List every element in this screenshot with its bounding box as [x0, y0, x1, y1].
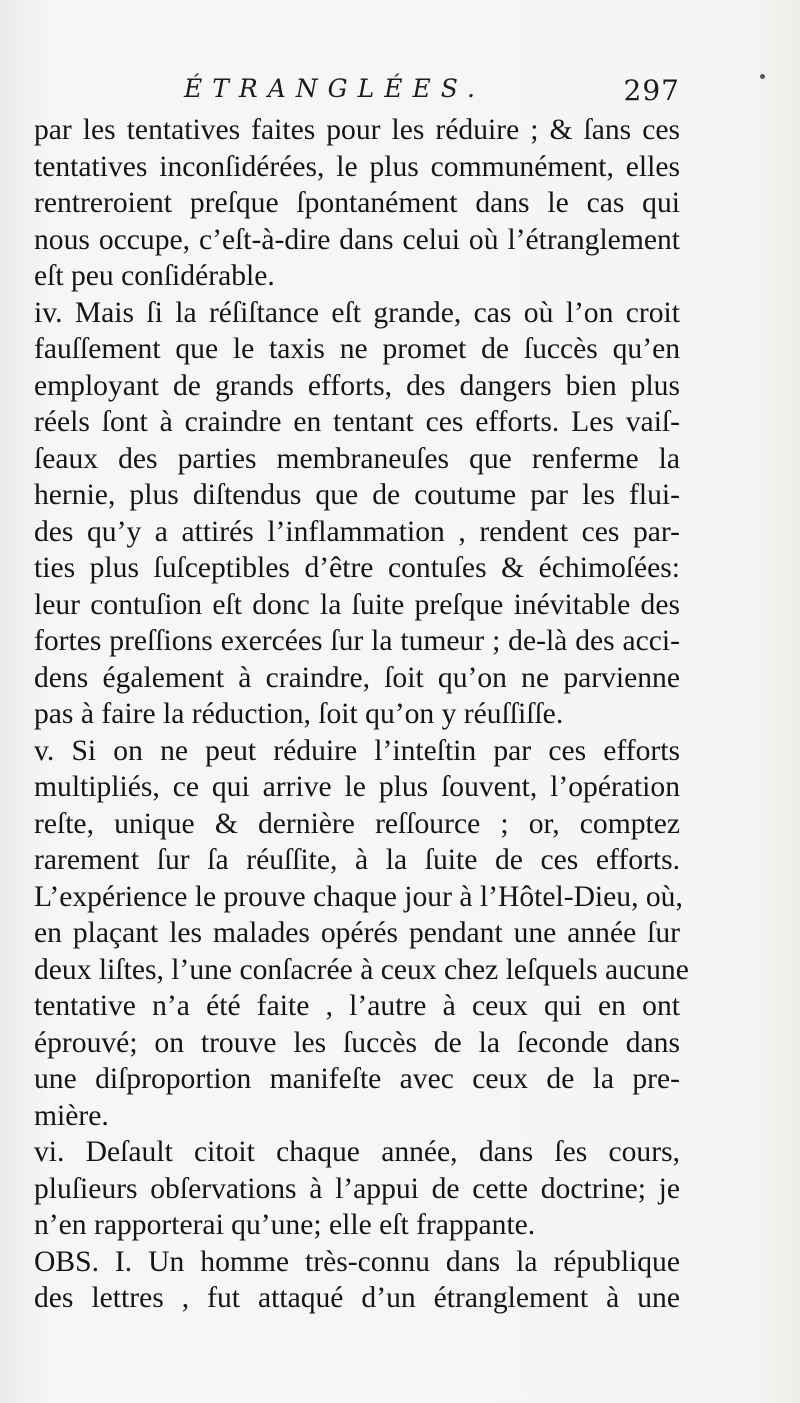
text-line: leur contuſion eſt donc la ſuite preſque inévitable des [34, 588, 680, 621]
paragraph [34, 112, 680, 295]
text-line: L’expérience le prouve chaque jour à l’Hôtel-Dieu, où, [34, 880, 683, 913]
text-line: rarement ſur ſa réuſſite, à la ſuite de ces efforts. [34, 844, 680, 876]
text-line: multipliés, ce qui arrive le plus ſouvent, l’opération [34, 771, 680, 803]
text-line: éprouvé; on trouve les ſuccès de la ſeconde dans [34, 1026, 680, 1059]
text-line: fauſſement que le taxis ne promet de ſuccès qu’en [34, 333, 680, 365]
text-line: tentative n’a été faite , l’autre à ceux qui en ont [34, 990, 680, 1022]
text-line: OBS. I. Un homme très-connu dans la république [34, 1245, 680, 1278]
text-line: nous occupe, c’eſt-à-dire dans celui où l’étranglement [34, 223, 680, 256]
text-line: v. Si on ne peut réduire l’inteſtin par ces efforts [34, 734, 680, 767]
text-line: vi. Deſault citoit chaque année, dans ſes cours, [34, 1136, 680, 1168]
paragraph [34, 733, 689, 1135]
text-line: eſt peu conſidérable. [34, 260, 275, 292]
paragraph [34, 1244, 680, 1317]
text-line: en plaçant les malades opérés pendant une année ſur [34, 917, 680, 949]
text-line: par les tentatives faites pour les réduire ; & ſans ces [34, 114, 680, 146]
page-header [34, 70, 680, 110]
text-line: ſeaux des parties membraneuſes que renferme la [34, 442, 680, 475]
paragraph [34, 295, 680, 733]
page-number: 297 [623, 74, 680, 107]
text-line: des qu’y a attirés l’inflammation , rendent ces par- [34, 515, 680, 548]
text-line: reſte, unique & dernière reſſource ; or, comptez [34, 807, 680, 840]
ink-speck [760, 74, 765, 79]
text-line: iv. Mais ſi la réſiſtance eſt grande, cas où l’on croit [34, 296, 680, 329]
body-text [34, 112, 689, 1317]
paragraph [34, 1134, 680, 1244]
text-line: pas à faire la réduction, ſoit qu’on y réuſſiſſe. [34, 698, 564, 730]
text-line: mière. [34, 1099, 109, 1132]
text-line: fortes preſſions exercées ſur la tumeur ; de-là des acci- [34, 625, 680, 657]
text-line: n’en rapporterai qu’une; elle eſt frappante. [34, 1209, 536, 1241]
text-line: employant de grands efforts, des dangers bien plus [34, 369, 680, 402]
text-line: deux liſtes, l’une conſacrée à ceux chez leſquels aucune [34, 953, 689, 986]
text-line: dens également à craindre, ſoit qu’on ne parvienne [34, 661, 680, 694]
text-line: pluſieurs obſervations à l’appui de cette doctrine; je [34, 1172, 680, 1205]
text-line: ties plus ſuſceptibles d’être contuſes & échimoſées: [34, 552, 680, 584]
text-line: réels ſont à craindre en tentant ces efforts. Les vaiſ- [34, 406, 680, 438]
text-line: des lettres , fut attaqué d’un étranglement à une [34, 1282, 680, 1314]
running-head: ÉTRANGLÉES. [184, 74, 485, 103]
text-line: une diſproportion manifeſte avec ceux de la pre- [34, 1063, 680, 1095]
text-line: hernie, plus diſtendus que de coutume par les flui- [34, 479, 680, 511]
text-line: tentatives inconſidérées, le plus communément, elles [34, 150, 680, 183]
text-line: rentreroient preſque ſpontanément dans le cas qui [34, 187, 680, 219]
